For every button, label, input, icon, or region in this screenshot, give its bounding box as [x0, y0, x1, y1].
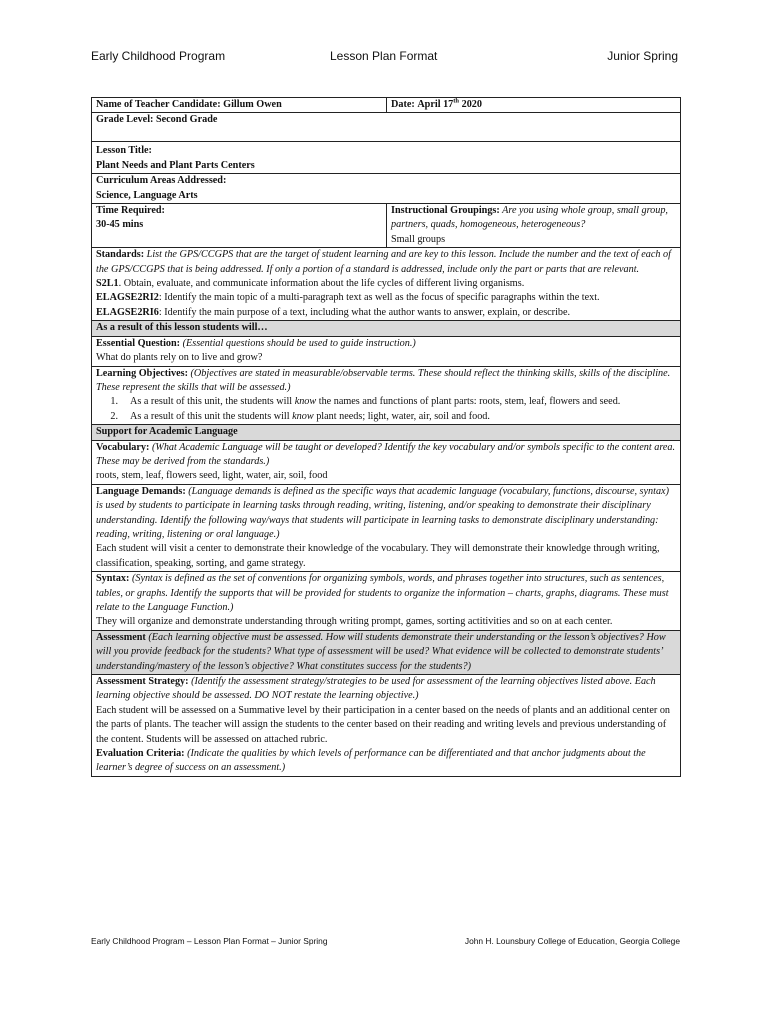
assessment-strategy-cell: [92, 675, 681, 777]
syntax-cell: [92, 572, 681, 631]
assessment-strategy-value: Each student will be assessed on a Summative level by their participation in a center based on the needs of plants and an additional center on the parts of plants. The teacher will assign the students to the center based on their reading and writing levels and previous understanding of the content. Students will be assessed on attached rubric.: [96, 704, 671, 745]
objective-item: [96, 395, 676, 409]
standard-text: . Obtain, evaluate, and communicate information about the life cycles of different living organisms.: [118, 278, 525, 290]
standard-text: : Identify the main purpose of a text, including what the author wants to answer, explain, or describe.: [158, 306, 571, 318]
objective-text-end: plant needs; light, water, air, soil and food.: [313, 410, 490, 422]
groupings-prompt: Are you using whole group, small group, partners, quads, homogeneous, heterogeneous?: [391, 205, 668, 231]
header-program: Early Childhood Program: [91, 49, 226, 63]
assessment-strategy-prompt: (Identify the assessment strategy/strategies to be used for assessment of the learning objectives listed above. Each learning objective should be assessed. DO NOT restate the learning objective.): [96, 676, 656, 702]
result-heading: [92, 321, 681, 336]
grade-cell: [92, 113, 681, 142]
essential-question: What do plants rely on to live and grow?: [96, 352, 263, 364]
row-result-heading: [92, 321, 681, 336]
assessment-label: Assessment: [96, 631, 146, 643]
vocabulary-label: Vocabulary:: [96, 441, 150, 453]
standards-prompt: List the GPS/CCGPS that are the target of student learning and are key to this lesson. Include the number and the text of each of the GPS/CCGPS that is being addressed. If only a portion of a standard is addressed, include only the part or parts that are relevant.: [96, 249, 671, 275]
objective-number: 1.: [110, 396, 118, 408]
footer-program: Early Childhood Program – Lesson Plan Format – Junior Spring: [91, 936, 328, 946]
groupings-value: Small groups: [391, 233, 446, 245]
row-language-demands: [92, 484, 681, 571]
lesson-title-cell: [92, 142, 681, 174]
objective-emphasis: know: [294, 396, 317, 408]
objectives-list: [96, 395, 676, 424]
page-header: [91, 49, 678, 67]
grade-level: Grade Level: Second Grade: [96, 114, 218, 126]
row-vocabulary: [92, 440, 681, 484]
objective-number: 2.: [110, 410, 118, 422]
lesson-plan-table: [91, 97, 681, 777]
objectives-prompt: (Objectives are stated in measurable/observable terms. These should reflect the thinking skills, skills of the discipline. These represent the skills that will be assessed.): [96, 367, 671, 393]
date-day: April 17: [417, 99, 454, 110]
standard-item: [96, 277, 676, 291]
syntax-label: Syntax:: [96, 573, 130, 585]
evaluation-criteria-label: Evaluation Criteria:: [96, 748, 185, 760]
date-year: 2020: [459, 99, 482, 110]
teacher-name: Gillum Owen: [223, 99, 282, 110]
standards-label: Standards:: [96, 249, 145, 261]
support-heading-text: Support for Academic Language: [96, 426, 238, 438]
row-assessment: [92, 630, 681, 674]
row-time-groupings: [92, 204, 681, 248]
curriculum-cell: [92, 174, 681, 204]
objectives-label: Learning Objectives:: [96, 367, 188, 379]
vocabulary-cell: [92, 440, 681, 484]
time-value: 30-45 mins: [96, 219, 144, 231]
row-curriculum: [92, 174, 681, 204]
row-assessment-strategy: [92, 675, 681, 777]
syntax-prompt: (Syntax is defined as the set of conventions for organizing symbols, words, and phrases together into structures, such as sentences, tables, or graphs. Identify the supports that will be provided for students to organize the information – charts, graphs, diagrams. These must relate to the Language Function.): [96, 573, 669, 613]
objective-text-start: As a result of this unit, the students will: [130, 396, 295, 408]
objective-item: [96, 410, 676, 424]
objective-text: [130, 410, 676, 424]
evaluation-criteria-prompt: (Indicate the qualities by which levels of performance can be differentiated and that anchor judgments about the learner’s degree of success on an assessment.): [96, 748, 646, 774]
standard-code: ELAGSE2RI6: [96, 306, 159, 318]
essential-question-prompt: (Essential questions should be used to guide instruction.): [180, 337, 416, 349]
date-suffix: th: [453, 97, 460, 105]
assessment-cell: [92, 630, 681, 674]
standard-text: : Identify the main topic of a multi-paragraph text as well as the focus of specific paragraphs within the text.: [158, 292, 600, 304]
result-heading-text: As a result of this lesson students will…: [96, 322, 268, 334]
standard-item: [96, 291, 676, 305]
header-format: Lesson Plan Format: [330, 49, 438, 63]
essential-question-cell: [92, 336, 681, 366]
lesson-title: Plant Needs and Plant Parts Centers: [96, 159, 255, 171]
assessment-strategy-label: Assessment Strategy:: [96, 676, 189, 688]
row-standards: [92, 248, 681, 321]
row-syntax: [92, 572, 681, 631]
objectives-cell: [92, 366, 681, 425]
objective-emphasis: know: [292, 410, 314, 422]
language-demands-prompt: (Language demands is defined as the specific ways that academic language (vocabulary, functions, discourse, syntax) is used by students to participate in learning tasks through reading, writing, listening, and/or speaking to demonstrate their disciplinary understanding. Identify the following way/ways that students will participate in learning tasks to demonstrate disciplinary understanding: reading, writing, listening or oral language.): [96, 485, 669, 540]
assessment-prompt: (Each learning objective must be assessed. How will students demonstrate their understanding or the lesson’s objectives? How will you provide feedback for the students? What type of assessment will be used? What evidence will be collected to demonstrate students’ understanding/mastery of the lesson’s objective? What constitutes success for the students?): [96, 631, 666, 672]
date-label: Date:: [391, 99, 415, 110]
objective-text-start: As a result of this unit the students will: [130, 410, 293, 422]
teacher-cell: [92, 98, 387, 113]
syntax-value: They will organize and demonstrate understanding through writing prompt, games, sorting actitivities and so on at each center.: [96, 616, 613, 628]
vocabulary-list: roots, stem, leaf, flowers seed, light, water, air, soil, food: [96, 470, 328, 482]
support-heading: [92, 425, 681, 440]
language-demands-label: Language Demands:: [96, 485, 186, 497]
time-cell: [92, 204, 387, 248]
language-demands-value: Each student will visit a center to demonstrate their knowledge of the vocabulary. They will demonstrate their knowledge through writing, classification, speaking, sorting, and game strategy.: [96, 543, 660, 569]
standard-item: [96, 306, 676, 320]
standard-code: S2L1: [96, 278, 119, 290]
curriculum-label: Curriculum Areas Addressed:: [96, 175, 227, 187]
time-label: Time Required:: [96, 205, 165, 217]
curriculum-value: Science, Language Arts: [96, 189, 198, 201]
teacher-label: Name of Teacher Candidate:: [96, 99, 221, 110]
row-essential-question: [92, 336, 681, 366]
standard-code: ELAGSE2RI2: [96, 292, 159, 304]
essential-question-label: Essential Question:: [96, 337, 181, 349]
date-cell: [387, 98, 681, 113]
language-demands-cell: [92, 484, 681, 571]
row-teacher-date: [92, 98, 681, 113]
row-objectives: [92, 366, 681, 425]
date-value: [417, 99, 482, 110]
page-footer: [91, 936, 680, 950]
header-term: Junior Spring: [607, 49, 678, 63]
row-support-heading: [92, 425, 681, 440]
standards-cell: [92, 248, 681, 321]
objective-text: [130, 395, 676, 409]
groupings-cell: [387, 204, 681, 248]
row-grade: [92, 113, 681, 142]
footer-college: John H. Lounsbury College of Education, Georgia College: [464, 936, 680, 946]
lesson-title-label: Lesson Title:: [96, 145, 152, 157]
row-lesson-title: [92, 142, 681, 174]
objective-text-end: the names and functions of plant parts: roots, stem, leaf, flowers and seed.: [316, 396, 621, 408]
vocabulary-prompt: (What Academic Language will be taught or developed? Identify the key vocabulary and/or symbols specific to the content area. These may be derived from the standards.): [96, 441, 676, 467]
groupings-label: Instructional Groupings:: [391, 205, 500, 217]
